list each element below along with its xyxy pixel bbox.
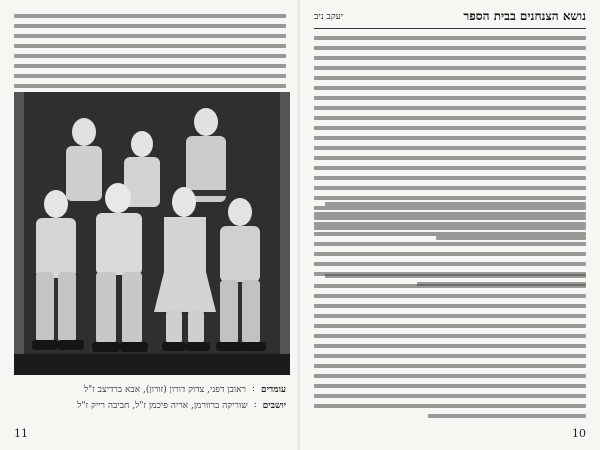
group-photo	[14, 92, 290, 375]
right-page-paragraph-3	[314, 274, 586, 418]
caption-seated-label: יושבים	[262, 401, 286, 411]
caption-standing-names: ראובן דפני, צדוק דורון (זורון), אבא ברדיצב ז"ל	[83, 385, 246, 395]
running-title: נושא הצנחנים בבית הספר	[463, 8, 586, 23]
caption-seated-names: שוריקה ברוורמן, אריה פיכמן ז"ל, חביבה רייק ז"ל	[77, 401, 248, 411]
left-page-body-text	[14, 14, 286, 98]
caption-standing-label: עומדים	[260, 385, 286, 395]
caption-standing: עומדים : ראובן דפני, צדוק דורון (זורון), אבא ברדיצב ז"ל	[83, 384, 286, 395]
page-number-left: 11	[14, 427, 28, 440]
header-rule	[314, 28, 586, 29]
running-header	[314, 8, 586, 24]
page-number-right: 10	[572, 427, 586, 440]
author-byline: יעקב ניב	[314, 11, 344, 22]
right-page	[300, 0, 600, 450]
caption-seated: יושבים : שוריקה ברוורמן, אריה פיכמן ז"ל, חביבה רייק ז"ל	[77, 400, 286, 411]
